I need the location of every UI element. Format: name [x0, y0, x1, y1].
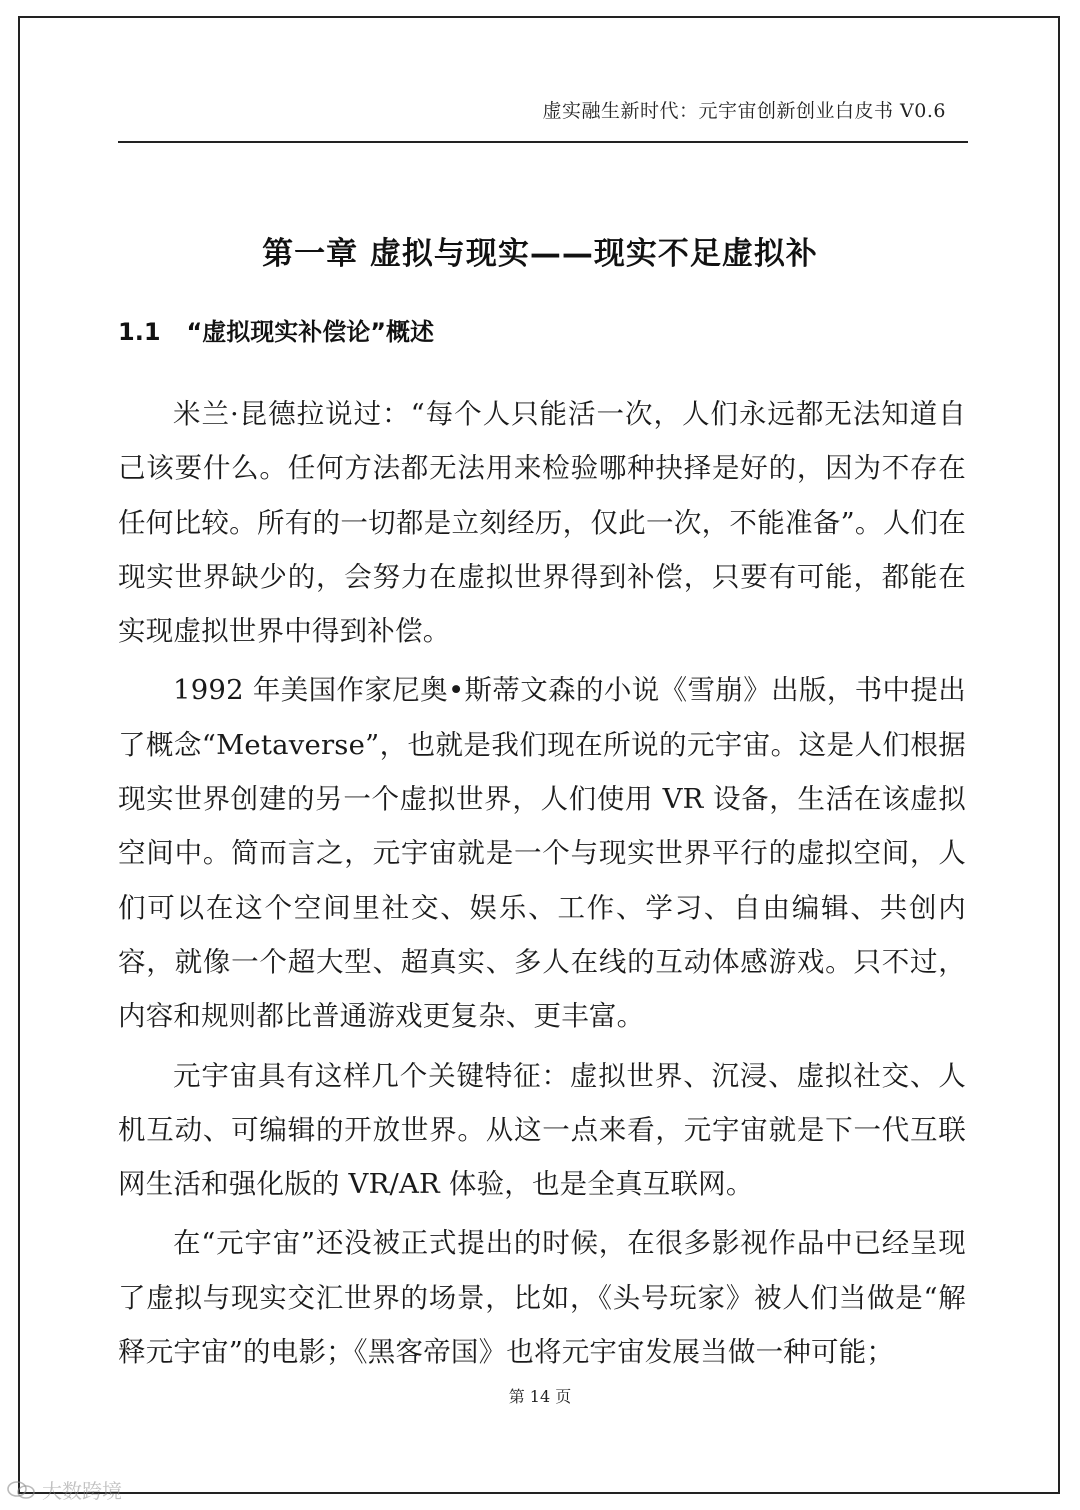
- body-text: [118, 387, 966, 1384]
- paragraph: 在“元宇宙”还没被正式提出的时候，在很多影视作品中已经呈现了虚拟与现实交汇世界的场景，比如，《头号玩家》被人们当做是“解释元宇宙”的电影；《黑客帝国》也将元宇宙发展当做一种可能；: [118, 1227, 966, 1369]
- paragraph: 米兰·昆德拉说过：“每个人只能活一次，人们永远都无法知道自己该要什么。任何方法都无法用来检验哪种抉择是好的，因为不存在任何比较。所有的一切都是立刻经历，仅此一次，不能准备”。人们在现实世界缺少的，会努力在虚拟世界得到补偿，只要有可能，都能在实现虚拟世界中得到补偿。: [118, 398, 966, 648]
- watermark-text: 大数跨境: [42, 1479, 122, 1503]
- header-rule: [118, 141, 968, 143]
- chapter-title: 第一章 虚拟与现实——现实不足虚拟补: [262, 236, 818, 272]
- running-header: 虚实融生新时代：元宇宙创新创业白皮书 V0.6: [542, 100, 946, 122]
- paragraph: 元宇宙具有这样几个关键特征：虚拟世界、沉浸、虚拟社交、人机互动、可编辑的开放世界。从这一点来看，元宇宙就是下一代互联网生活和强化版的 VR/AR 体验，也是全真互联网。: [118, 1059, 966, 1201]
- section-heading: [118, 312, 434, 347]
- wechat-logo-icon: [6, 1480, 36, 1500]
- paragraph: 1992 年美国作家尼奥•斯蒂文森的小说《雪崩》出版，书中提出了概念“Metaverse”，也就是我们现在所说的元宇宙。这是人们根据现实世界创建的另一个虚拟世界，人们使用 VR 设备，生活在该虚拟空间中。简而言之，元宇宙就是一个与现实世界平行的虚拟空间，人们可以在这个空间里社交、娱乐、工作、学习、自由编辑、共创内容，就像一个超大型、超真实、多人在线的互动体感游戏。只不过，内容和规则都比普通游戏更复杂、更丰富。: [118, 674, 966, 1033]
- section-title: “虚拟现实补偿论”概述: [186, 318, 435, 346]
- watermark: [6, 1475, 122, 1504]
- page-number: 第 14 页: [508, 1387, 572, 1406]
- section-number: 1.1: [118, 318, 161, 346]
